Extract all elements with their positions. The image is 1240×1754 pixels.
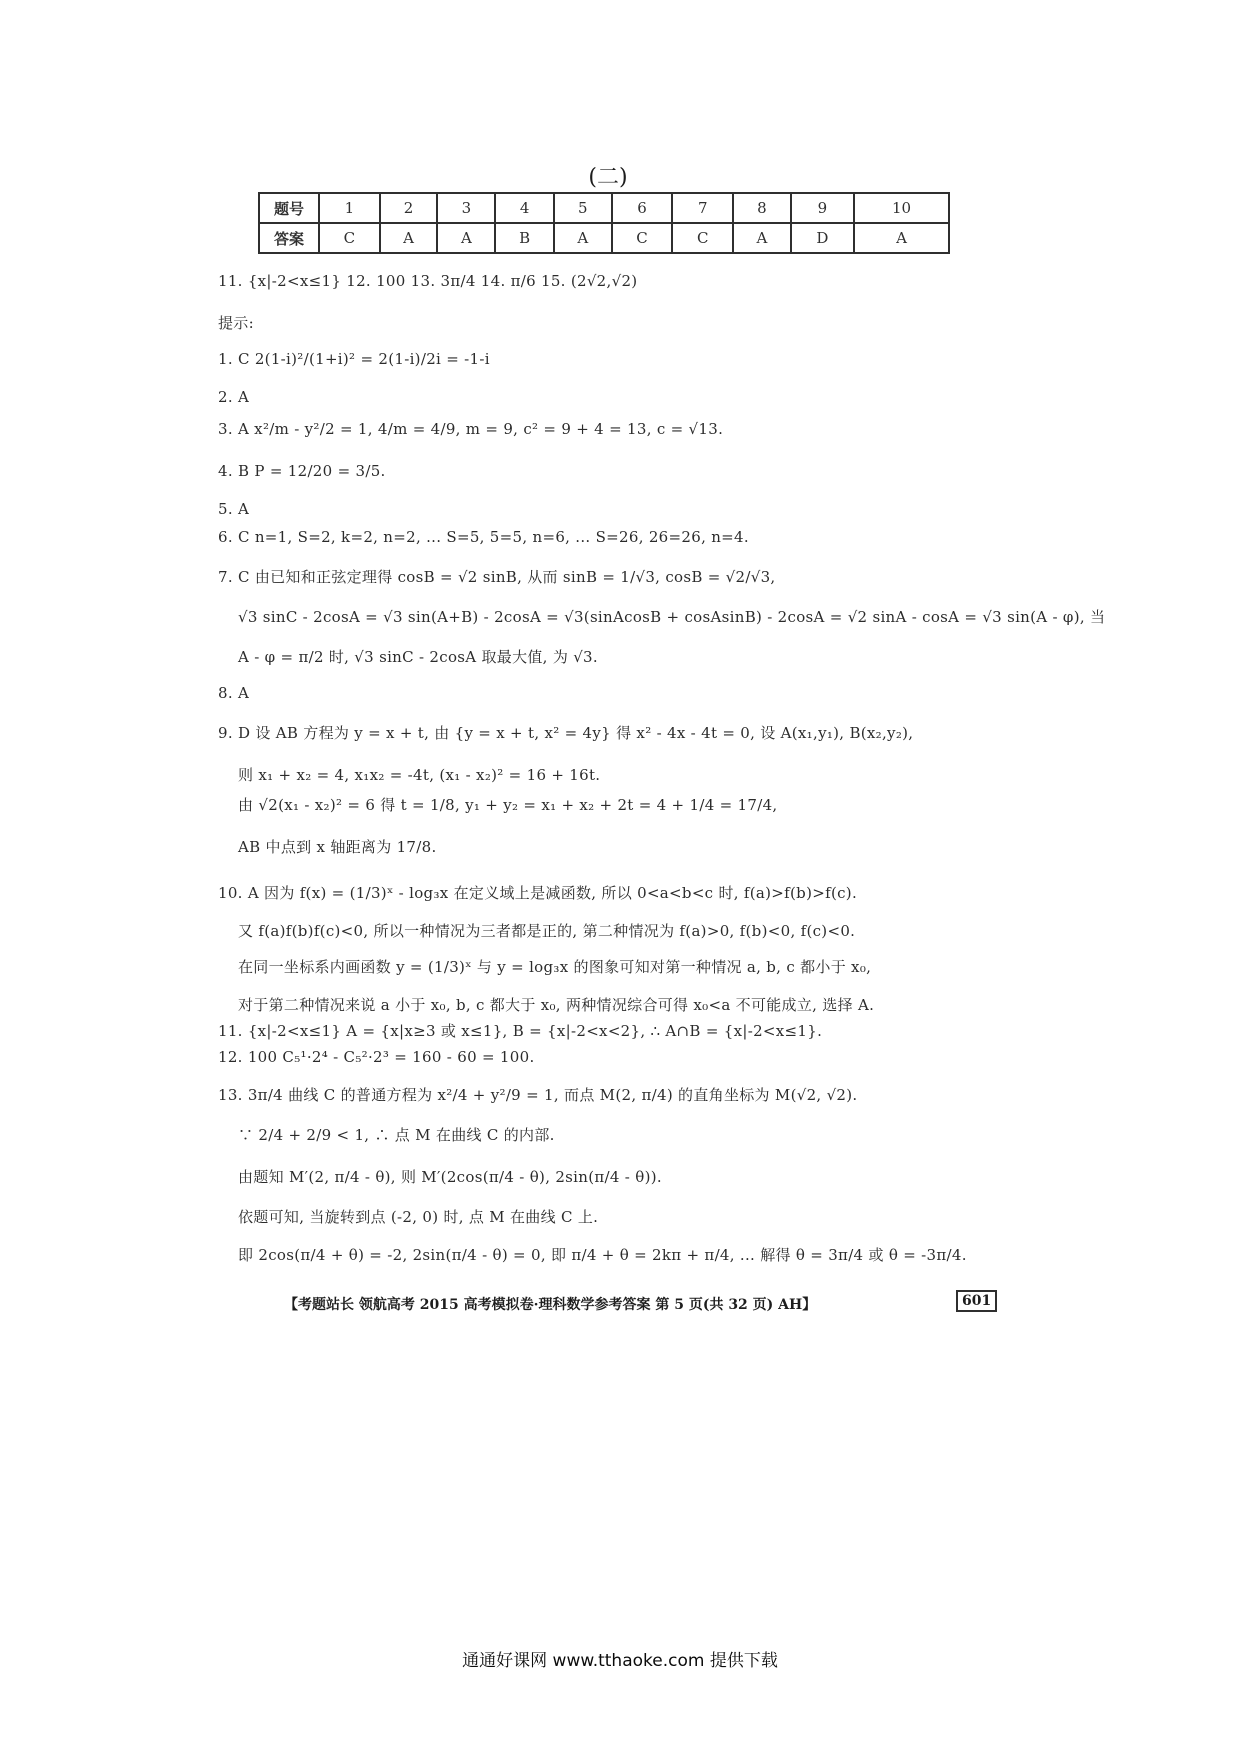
table-cell: 4 (495, 193, 554, 223)
row-header-answer: 答案 (259, 223, 319, 253)
table-row-answers (259, 223, 949, 253)
row-header-number: 题号 (259, 193, 319, 223)
table-cell: 10 (854, 193, 949, 223)
table-cell: 7 (672, 193, 733, 223)
hints-label: 提示: (218, 314, 254, 332)
table-cell: C (319, 223, 380, 253)
table-cell: 6 (612, 193, 673, 223)
table-cell: 9 (791, 193, 854, 223)
table-cell: A (854, 223, 949, 253)
hint-line: 又 f(a)f(b)f(c)<0, 所以一种情况为三者都是正的, 第二种情况为 f(a)>0, f(b)<0, f(c)<0. (238, 922, 856, 940)
hint-line: 9. D 设 AB 方程为 y = x + t, 由 {y = x + t, x² = 4y} 得 x² - 4x - 4t = 0, 设 A(x₁,y₁), B(x₂,y₂), (218, 724, 914, 742)
download-credit: 通通好课网 www.tthaoke.com 提供下载 (462, 1651, 778, 1671)
hint-line: 11. {x|-2<x≤1} A = {x|x≥3 或 x≤1}, B = {x|-2<x<2}, ∴ A∩B = {x|-2<x≤1}. (218, 1022, 823, 1040)
hint-line: A - φ = π/2 时, √3 sinC - 2cosA 取最大值, 为 √3. (238, 648, 598, 666)
hint-line: 在同一坐标系内画函数 y = (1/3)ˣ 与 y = log₃x 的图象可知对第一种情况 a, b, c 都小于 x₀, (238, 958, 872, 976)
hint-line: 6. C n=1, S=2, k=2, n=2, ... S=5, 5=5, n=6, ... S=26, 26=26, n=4. (218, 528, 749, 546)
table-cell: A (733, 223, 791, 253)
hint-line: 12. 100 C₅¹·2⁴ - C₅²·2³ = 160 - 60 = 100. (218, 1048, 535, 1066)
hint-line: 7. C 由已知和正弦定理得 cosB = √2 sinB, 从而 sinB = 1/√3, cosB = √2/√3, (218, 568, 776, 586)
table-cell: 3 (437, 193, 495, 223)
table-cell: B (495, 223, 554, 253)
table-cell: A (554, 223, 612, 253)
answer-table (258, 192, 950, 254)
hint-line: 2. A (218, 388, 250, 406)
table-cell: A (380, 223, 438, 253)
hint-line: 即 2cos(π/4 + θ) = -2, 2sin(π/4 - θ) = 0, 即 π/4 + θ = 2kπ + π/4, ... 解得 θ = 3π/4 或 θ = -3π/4. (238, 1246, 967, 1264)
hint-line: 5. A (218, 500, 250, 518)
table-cell: A (437, 223, 495, 253)
hint-line: √3 sinC - 2cosA = √3 sin(A+B) - 2cosA = √3(sinAcosB + cosAsinB) - 2cosA = √2 sinA - cosA = √3 sin(A - φ), 当 (238, 608, 1106, 626)
hint-line: 1. C 2(1-i)²/(1+i)² = 2(1-i)/2i = -1-i (218, 350, 490, 368)
hint-line: 则 x₁ + x₂ = 4, x₁x₂ = -4t, (x₁ - x₂)² = 16 + 16t. (238, 766, 601, 784)
hint-line: 8. A (218, 684, 250, 702)
hint-line: AB 中点到 x 轴距离为 17/8. (238, 838, 437, 856)
table-cell: 1 (319, 193, 380, 223)
table-cell: 8 (733, 193, 791, 223)
hint-line: 由题知 M′(2, π/4 - θ), 则 M′(2cos(π/4 - θ), 2sin(π/4 - θ)). (238, 1168, 662, 1186)
table-cell: 2 (380, 193, 438, 223)
hint-line: 4. B P = 12/20 = 3/5. (218, 462, 386, 480)
table-cell: 5 (554, 193, 612, 223)
hint-line: 10. A 因为 f(x) = (1/3)ˣ - log₃x 在定义域上是减函数, 所以 0<a<b<c 时, f(a)>f(b)>f(c). (218, 884, 858, 902)
hint-line: 3. A x²/m - y²/2 = 1, 4/m = 4/9, m = 9, c² = 9 + 4 = 13, c = √13. (218, 420, 724, 438)
table-cell: C (612, 223, 673, 253)
table-cell: D (791, 223, 854, 253)
page-number: 601 (956, 1290, 997, 1312)
hint-line: ∵ 2/4 + 2/9 < 1, ∴ 点 M 在曲线 C 的内部. (238, 1126, 555, 1144)
table-row-numbers (259, 193, 949, 223)
page-footer: 【考题站长 领航高考 2015 高考模拟卷·理科数学参考答案 第 5 页(共 32 页) AH】 (284, 1297, 817, 1313)
table-cell: C (672, 223, 733, 253)
hint-line: 由 √2(x₁ - x₂)² = 6 得 t = 1/8, y₁ + y₂ = x₁ + x₂ + 2t = 4 + 1/4 = 17/4, (238, 796, 778, 814)
hint-line: 依题可知, 当旋转到点 (-2, 0) 时, 点 M 在曲线 C 上. (238, 1208, 599, 1226)
hint-line: 对于第二种情况来说 a 小于 x₀, b, c 都大于 x₀, 两种情况综合可得 x₀<a 不可能成立, 选择 A. (238, 996, 875, 1014)
fill-in-answers: 11. {x|-2<x≤1} 12. 100 13. 3π/4 14. π/6 15. (2√2,√2) (218, 272, 638, 290)
section-title: (二) (588, 165, 628, 190)
hint-line: 13. 3π/4 曲线 C 的普通方程为 x²/4 + y²/9 = 1, 而点 M(2, π/4) 的直角坐标为 M(√2, √2). (218, 1086, 858, 1104)
